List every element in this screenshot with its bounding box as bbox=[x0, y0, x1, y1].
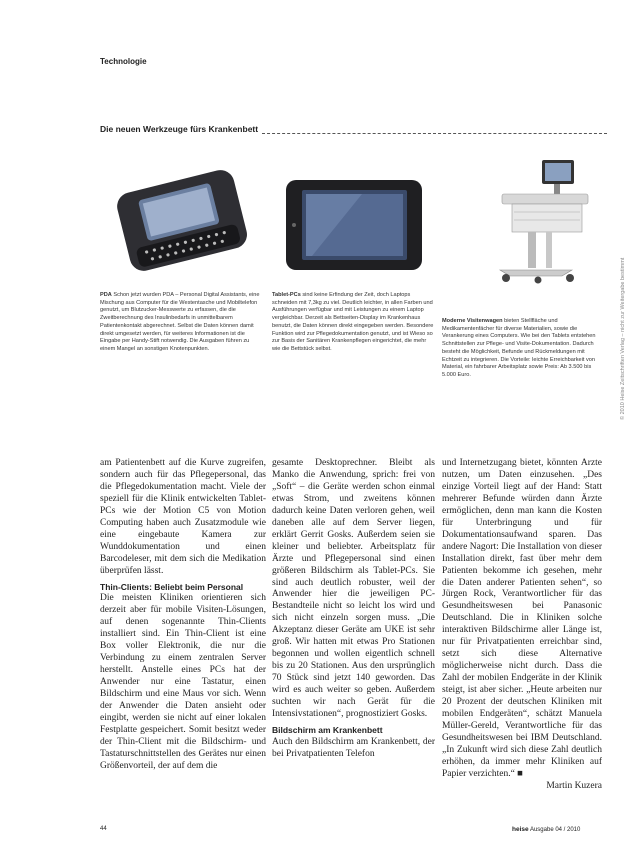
caption-cart bbox=[442, 318, 604, 380]
side-copyright: © 2010 Heise Zeitschriften Verlag – nicht zur Weitergabe bestimmt bbox=[620, 257, 626, 420]
subheading: Thin-Clients: Beliebt beim Personal bbox=[100, 581, 244, 592]
article-headline: Die neuen Werkzeuge fürs Krankenbett bbox=[100, 124, 259, 134]
body-column-2 bbox=[272, 458, 435, 846]
caption-tablet bbox=[272, 292, 435, 354]
section-label: Technologie bbox=[100, 57, 147, 66]
tablet-image bbox=[272, 150, 437, 285]
caption-text: Schon jetzt wurden PDA – Personal Digital Assistants, eine Mischung aus Computer für die Westentasche und Mobiltelefon genutzt, um Blutzucker-Messwerte zu erfassen, die die Zweitberechnung des Insulinbedarfs in unmittelbarem Patientenkontakt abgerechnet. Selbst die Daten können damit direkt umgesetzt werden, für weiteres Informationen ist die Eingabe per Handy-Stift notwendig. Die Ausgaben führen zu einem Mangel an sonstigen Knotenpunkten. bbox=[100, 292, 260, 352]
pda-image bbox=[100, 150, 268, 285]
caption-lead: PDA bbox=[100, 292, 112, 298]
author-signature: Martin Kuzera bbox=[546, 780, 602, 791]
paragraph: Auch den Bildschirm am Krankenbett, der bei Privatpatienten Telefon bbox=[272, 736, 435, 759]
page-number: 44 bbox=[100, 826, 107, 832]
cart-image bbox=[442, 150, 602, 290]
footer-issue-text: Ausgabe 04 / 2010 bbox=[529, 827, 581, 833]
paragraph: Die meisten Kliniken orientieren sich derzeit aber für mobile Visiten-Lösungen, auf denen sogenannte Thin-Clients installiert sind. Ein Thin-Client ist eine Box voller Elektronik, die nur die Verbindung zu einem zentralen Server herstellt. Anstelle eines PCs hat der Anwender nur eine Tastatur, einen Bildschirm und eine Maus vor sich. Wenn der Anwender die Daten ansieht oder eingibt, werden sie nicht auf einer lokalen Festplatte gespeichert. Somit besitzt weder der Thin-Client mit die Bildschirm- und Tastaturschnittstellen des Gerätes nur einen Größenvorteil, der auf dem die bbox=[100, 593, 266, 771]
body-column-1 bbox=[100, 458, 266, 846]
caption-lead: Moderne Visitenwagen bbox=[442, 318, 503, 324]
footer-issue bbox=[512, 826, 580, 833]
caption-pda bbox=[100, 292, 266, 354]
subheading: Bildschirm am Krankenbett bbox=[272, 724, 383, 735]
paragraph: und Internetzugang bietet, könnten Ärzte nutzen, um Daten einzusehen. „Des einzige Vorteil liegt auf der Hand: Statt mehrerer Befunde würden dann Ärzte ermöglichen, denn man kann die Kosten für Unterbringung und für Dokumentationsaufwand sparen. Das andere Nagort: Die Installation von dieser Installation direkt, fast über mehr dem Patienten bekomme ich gesehen, mehr die Daten anderer Patienten sehen“, so Jürgen Rock, Verantwortlicher für das Gesundheitswesen bei Panasonic Deutschland. Die in Kliniken solche interaktiven Bildschirme aller Länge ist, nur für Privatpatienten erreichbar sind, setzt sich diese Alternative möglicherweise nicht durch. Dass die Zahl der mobilen Endgeräte in der Klinik steigt, ist aber sicher. „Heute arbeiten nur 20 Prozent der deutschen Kliniken mit mobilen Endgeräten“, schätzt Manuela Müller-Gereld, Verantwortliche für das Gesundheitswesen bei IBM Deutschland. „In Zukunft wird sich diese Zahl deutlich erhöhen, da immer mehr Kliniken auf Papier verzichten.“ ■ bbox=[442, 458, 602, 779]
paragraph: gesamte Desktoprechner. Bleibt als Manko die Anwendung, sprich: frei von „Soft“ – die Geräte werden schon einmal etwas Strom, und zweitens können dadurch keine Daten verloren gehen, weil daneben alle auf dem Server liegen, erklärt Gerrit Gosks. Außerdem seien sie kleiner und beliebter. Arbeitsplatz für Ärzte und Pflegepersonal sind einen größeren Bildschirm als Tablet-PCs. Sie sind auch deutlich robuster, weil der Anwender hier die jeweiligen PC-Bestandteile nicht so leicht los wird und sich nicht einzeln sorgen muss. „Die Akzeptanz dieser Geräte am UKE ist sehr groß. Wir hatten mit etwas Pro Stationen begonnen und wollen eigentlich schnell bis zu 20 Stationen. Aus den ursprünglich 70 Stück sind jetzt 140 geworden. Das wird es auch weiter so geben. Außerdem suchten wir nach Gerät für die Intensivstationen“, prognostiziert Gosks. bbox=[272, 458, 435, 720]
caption-lead: Tablet-PCs bbox=[272, 292, 301, 298]
caption-text: sind keine Erfindung der Zeit, doch Laptops schneiden mit 7,3kg zu viel. Deutlich leichter, in allen Farben und Ausführungen verfügbar und mit Leistungen zu einem Laptop vergleichbar. Derzeit als Bettseiten-Display im Krankenhaus benutzt, die Daten können direkt eingegeben werden. Besondere Funktion wird zur Pflegedokumentation genutzt, und ist Wieso so zur Basis der Sanitären Krankenpflegen eingerichtet, die mehr wie die Bettstück selbst. bbox=[272, 292, 434, 352]
paragraph: am Patientenbett auf die Kurve zugreifen, sondern auch für das Pflegepersonal, das die Pflegedokumentation macht. Viele der speziell für die Klinik entwickelten Tablet-PCs wie der Motion C5 von Motion Computing haben auch Zusatzmodule wie eine eingebaute Kamera zur Wunddokumentation und einen Barcodeleser, mit dem sich die Medikation überprüfen lässt. bbox=[100, 458, 266, 576]
footer-brand: heise bbox=[512, 826, 529, 833]
caption-text: bieten Stellfläche und Medikamentenfächer für diverse Materialien, sowie die Verankerung eines Computers. Wie bei den Tablets entstehen Schnittstellen zur Pflege- und Visite-Dokumentation. Dadurch besteht die Möglichkeit, Befunde und Rückmeldungen mit Echtzeit zu integrieren. Die Vorteile: leichte Erreichbarkeit von Material, ein fahrbarer Arbeitsplatz sowie Preis: Ab 3.500 bis 5.000 Euro. bbox=[442, 318, 596, 378]
body-column-3 bbox=[442, 458, 602, 846]
headline-rule bbox=[262, 133, 607, 134]
